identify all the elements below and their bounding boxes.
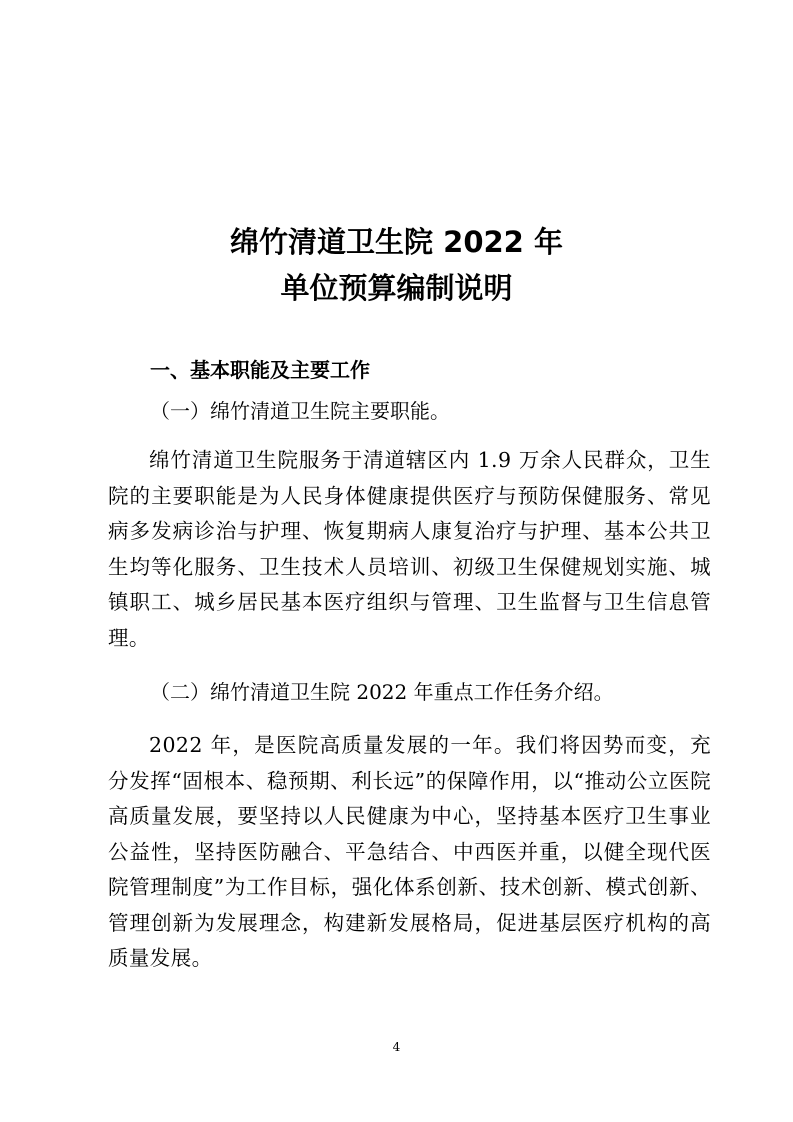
document-title-line-2: 单位预算编制说明 — [280, 271, 513, 305]
paragraph-duties: 绵竹清道卫生院服务于清道辖区内 1.9 万余人民群众，卫生院的主要职能是为人民身体健康提供医疗与预防保健服务、常见病多发病诊治与护理、恢复期病人康复治疗与护理、基本公共卫生均等化服务、卫生技术人员培训、初级卫生保健规划实施、城镇职工、城乡居民基本医疗组织与管理、卫生监督与卫生信息管理。 — [108, 448, 711, 650]
document-title-line-1: 绵竹清道卫生院 2022 年 — [230, 225, 563, 259]
page-number: 4 — [392, 1040, 401, 1054]
subsection-heading-key-tasks: （二）绵竹清道卫生院 2022 年重点工作任务介绍。 — [150, 680, 614, 704]
paragraph-key-tasks: 2022 年，是医院高质量发展的一年。我们将因势而变，充分发挥“固根本、稳预期、利长远”的保障作用，以“推动公立医院高质量发展，要坚持以人民健康为中心，坚持基本医疗卫生事业公益性，坚持医防融合、平急结合、中西医并重，以健全现代医院管理制度”为工作目标，强化体系创新、技术创新、模式创新、管理创新为发展理念，构建新发展格局，促进基层医疗机构的高质量发展。 — [108, 733, 711, 970]
subsection-heading-duties: （一）绵竹清道卫生院主要职能。 — [150, 399, 450, 423]
section-heading: 一、基本职能及主要工作 — [150, 358, 370, 382]
